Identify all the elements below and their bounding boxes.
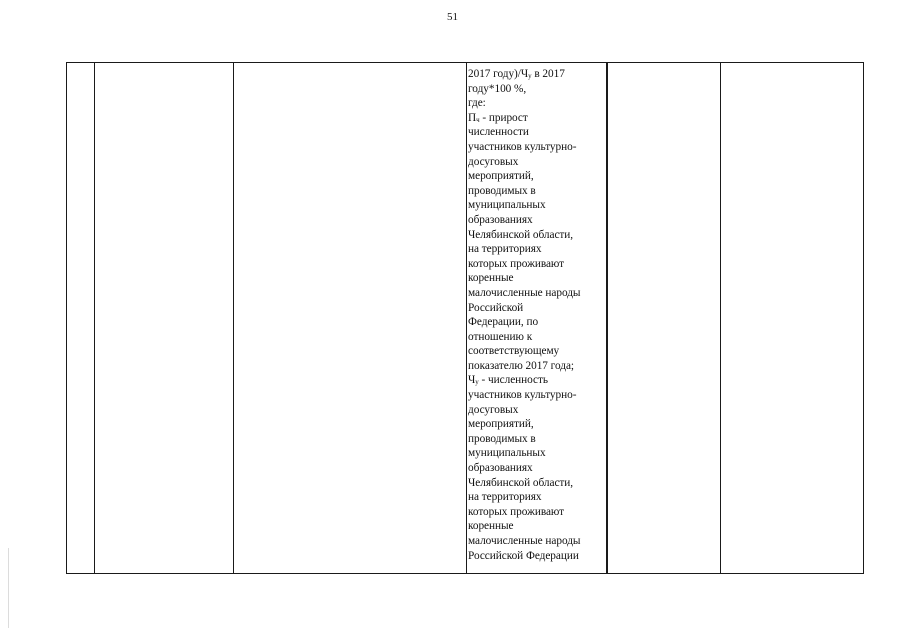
column-divider xyxy=(606,63,608,573)
cell-text-line xyxy=(468,96,606,111)
cell-text-line xyxy=(468,301,606,316)
cell-text-main: Ч xyxy=(468,374,476,387)
cell-text-subscript: у xyxy=(475,378,479,387)
cell-text-main: которых проживают xyxy=(468,505,565,518)
column-divider xyxy=(466,63,467,573)
cell-text-line xyxy=(468,446,606,461)
cell-text-line xyxy=(468,315,606,330)
cell-text-line xyxy=(468,505,606,520)
cell-text-main: коренные xyxy=(468,272,514,285)
cell-text-line xyxy=(468,373,606,388)
cell-text-line xyxy=(468,228,606,243)
cell-text-line xyxy=(468,257,606,272)
cell-text-main: проводимых в xyxy=(468,184,536,197)
cell-text-main: Челябинской области, xyxy=(468,228,574,241)
cell-text-line xyxy=(468,359,606,374)
cell-text-tail: в 2017 xyxy=(531,68,565,80)
cell-text-line xyxy=(468,461,606,476)
cell-text-main: численности xyxy=(468,126,529,139)
cell-text-line xyxy=(468,242,606,257)
cell-text-line xyxy=(468,67,606,82)
cell-text-line xyxy=(468,198,606,213)
cell-text-main: 2017 году)/Ч xyxy=(468,68,529,80)
cell-text-line xyxy=(468,330,606,345)
cell-text-line xyxy=(468,519,606,534)
cell-text-tail: - численность xyxy=(478,374,548,387)
cell-text-main: мероприятий, xyxy=(468,418,534,431)
cell-text-main: Федерации, по xyxy=(468,316,539,329)
cell-text-line xyxy=(468,432,606,447)
page-number: 51 xyxy=(447,11,458,23)
cell-text-main: где: xyxy=(468,97,486,110)
cell-text-line xyxy=(468,490,606,505)
cell-text-main: досуговых xyxy=(468,155,519,168)
cell-text-line xyxy=(468,417,606,432)
cell-text-main: отношению к xyxy=(468,330,533,343)
cell-text-main: проводимых в xyxy=(468,432,536,445)
formula-description-cell xyxy=(468,67,606,563)
cell-text-main: малочисленные народы xyxy=(468,535,581,547)
cell-text-main: на территориях xyxy=(468,491,542,504)
cell-text-line xyxy=(468,476,606,491)
cell-text-main: участников культурно- xyxy=(468,389,577,402)
cell-text-main: муниципальных xyxy=(468,447,546,460)
cell-text-line xyxy=(468,403,606,418)
cell-text-main: П xyxy=(468,111,477,124)
cell-text-line xyxy=(468,82,606,97)
cell-text-subscript: ч xyxy=(476,115,480,124)
cell-text-main: Российской xyxy=(468,301,524,314)
cell-text-line xyxy=(468,388,606,403)
cell-text-tail: - прирост xyxy=(479,111,528,124)
cell-text-line xyxy=(468,155,606,170)
cell-text-main: Челябинской области, xyxy=(468,476,574,489)
cell-text-line xyxy=(468,344,606,359)
cell-text-line xyxy=(468,111,606,126)
cell-text-line xyxy=(468,184,606,199)
cell-text-line xyxy=(468,534,606,549)
table xyxy=(66,62,864,574)
cell-text-main: малочисленные народы xyxy=(468,286,581,299)
cell-text-subscript: у xyxy=(528,72,532,80)
cell-text-main: образованиях xyxy=(468,213,533,226)
cell-text-line xyxy=(468,213,606,228)
cell-text-main: соответствующему xyxy=(468,345,560,358)
cell-text-main: участников культурно- xyxy=(468,140,577,153)
cell-text-main: году*100 %, xyxy=(468,82,527,95)
cell-text-main: которых проживают xyxy=(468,257,565,270)
cell-text-main: показателю 2017 года; xyxy=(468,359,575,372)
cell-text-main: муниципальных xyxy=(468,199,546,212)
cell-text-main: мероприятий, xyxy=(468,170,534,183)
cell-text-main: досуговых xyxy=(468,403,519,416)
column-divider xyxy=(94,63,95,573)
cell-text-main: на территориях xyxy=(468,243,542,256)
cell-text-line xyxy=(468,271,606,286)
cell-text-main: образованиях xyxy=(468,462,533,475)
scan-margin-mark xyxy=(8,548,9,628)
cell-text-line xyxy=(468,125,606,140)
cell-text-line xyxy=(468,169,606,184)
cell-text-line xyxy=(468,549,606,564)
column-divider xyxy=(720,63,721,573)
cell-text-line xyxy=(468,140,606,155)
cell-text-main: Российской Федерации xyxy=(468,549,579,562)
cell-text-line xyxy=(468,286,606,301)
cell-text-main: коренные xyxy=(468,520,514,533)
column-divider xyxy=(233,63,234,573)
